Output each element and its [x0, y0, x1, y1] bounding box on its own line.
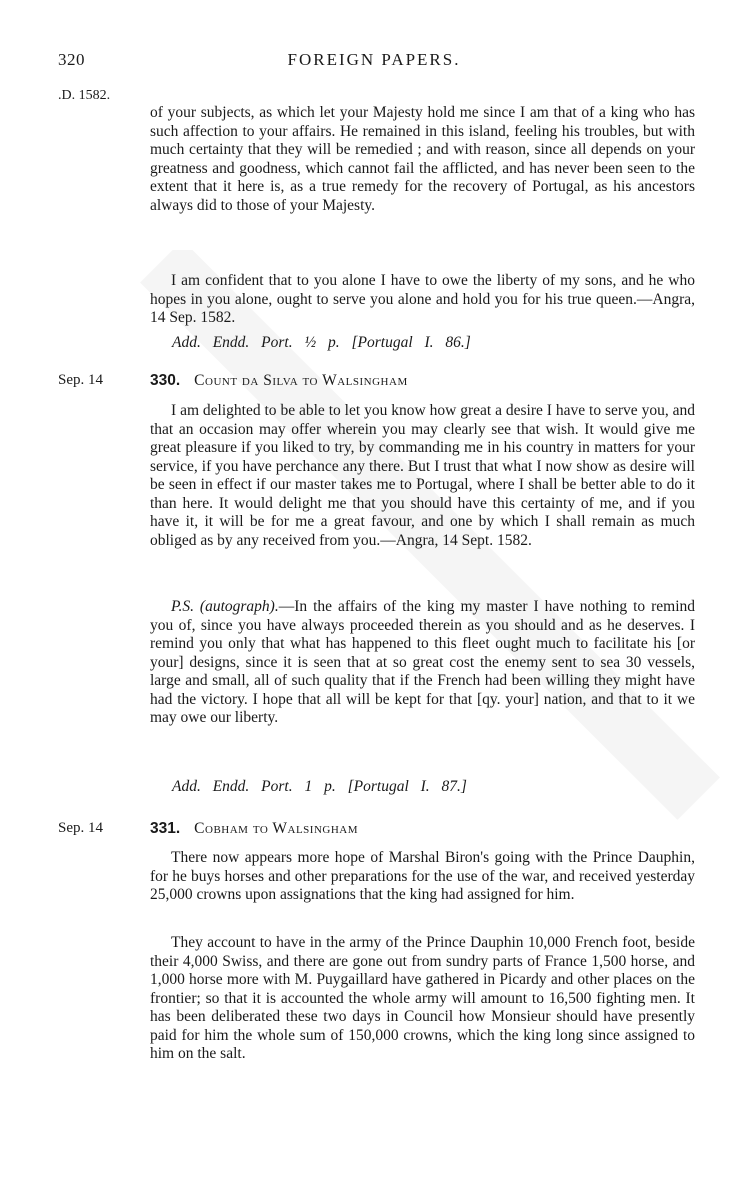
doc331-body-2 — [150, 934, 695, 1064]
doc331-para1: There now appears more hope of Marshal Biron's going with the Prince Dauphin, for he buys horses and other preparations for the use of the war, and received yesterday 25,000 crowns upon assignations that the king had assigned for him. — [150, 849, 695, 903]
doc330-para1: I am delighted to be able to let you know how great a desire I have to serve you, and that an occasion may offer wherein you may clearly see that wish. It would give me great pleasure if you liked to try, by commanding me in his country in matters for your service, if you have perchance any there. But I trust that what I now show as desire will be seen in effect if our master takes me to Portugal, where I shall be better able to do it than here. It would delight me that you should have this certainty of me, and if you have it, it will be for me a great favour, and one by which I shall remain as much obliged as by any received from you.—Angra, 14 Sept. 1582. — [150, 402, 695, 549]
doc329-reference: Add. Endd. Port. ½ p. [Portugal I. 86.] — [172, 334, 471, 351]
doc330-reference: Add. Endd. Port. 1 p. [Portugal I. 87.] — [172, 778, 467, 795]
doc330-title: Count da Silva to Walsingham — [194, 372, 408, 389]
doc331-body — [150, 849, 695, 905]
margin-date-330: Sep. 14 — [58, 372, 103, 388]
doc329-para2: I am confident that to you alone I have to owe the liberty of my sons, and he who hopes in you alone, ought to serve you alone and hold you for his true queen.—Angra, 14 Sep. 1582. — [150, 272, 695, 326]
doc331-number: 331. — [150, 820, 181, 837]
doc329-body-2 — [150, 272, 695, 328]
margin-year: .D. 1582. — [58, 88, 111, 103]
page-number: 320 — [58, 50, 85, 69]
doc330-postscript — [150, 598, 695, 728]
doc330-number: 330. — [150, 372, 181, 389]
margin-date-331: Sep. 14 — [58, 820, 103, 836]
doc331-title: Cobham to Walsingham — [194, 820, 359, 837]
doc330-ps-text: —In the affairs of the king my master I have nothing to remind you of, since you have always proceeded therein as you should and as he deserves. I remind you only that what has happened to this fleet ought much to facilitate his [or your] designs, since it is seen that at so great cost the enemy sent to sea 30 vessels, large and small, all of such quality that if the French had been willing they might have had the victory. I hope that all will be kept for that [qy. your] nation, and that to it we may owe our liberty. — [150, 598, 696, 726]
doc331-heading — [150, 820, 358, 838]
doc330-body — [150, 402, 695, 550]
doc329-body — [150, 104, 695, 215]
running-title: FOREIGN PAPERS. — [287, 50, 461, 69]
doc330-heading — [150, 372, 408, 390]
doc330-ps-label: P.S. (autograph). — [171, 598, 279, 615]
doc329-para1: of your subjects, as which let your Majesty hold me since I am that of a king who has such affection to your affairs. He remained in this island, feeling his troubles, but with much certainty that they will be remedied ; and with reason, since all depends on your greatness and goodness, which cannot fail the afflicted, and has never been seen to the extent that it here is, as a true remedy for the recovery of Portugal, as his ancestors always did to those of your Majesty. — [150, 104, 695, 214]
doc331-para2: They account to have in the army of the Prince Dauphin 10,000 French foot, beside their 4,000 Swiss, and there are gone out from sundry parts of France 1,500 horse, and 1,000 horse more with M. Puygaillard have gathered in Picardy and other places on the frontier; so that it is accounted the whole army will amount to 16,500 fighting men. It has been deliberated these two days in Council how Monsieur should have presently paid for him the whole sum of 150,000 crowns, which the king long since assigned to him on the salt. — [150, 934, 695, 1062]
